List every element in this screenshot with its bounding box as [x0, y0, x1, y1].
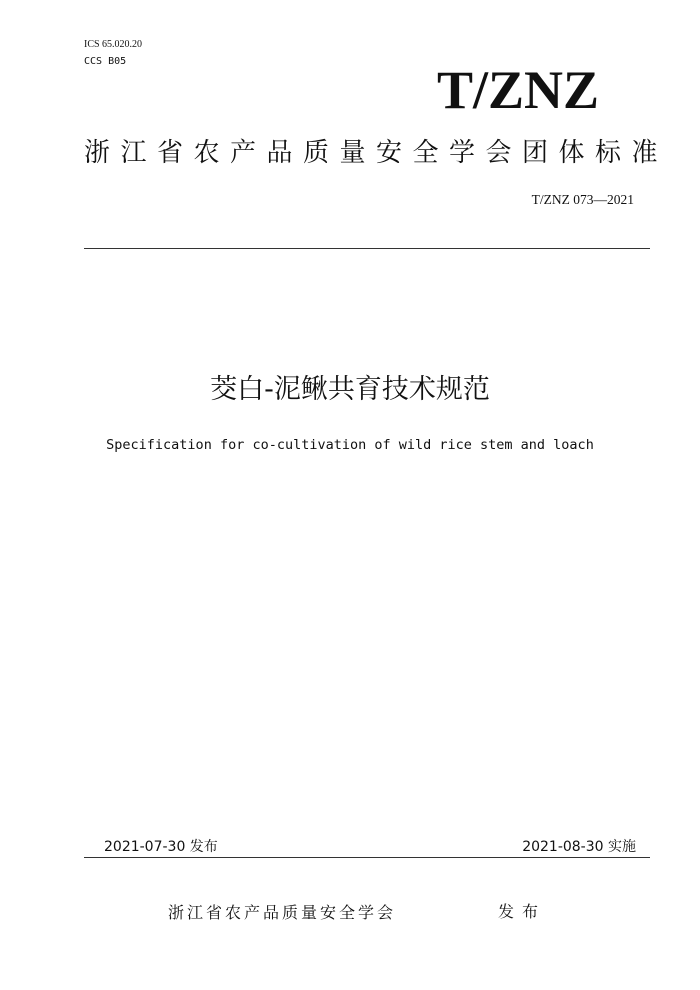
organization-standard-title: 浙江省农产品质量安全学会团体标准 [84, 138, 669, 168]
document-title-chinese: 茭白-泥鳅共育技术规范 [210, 374, 490, 405]
ics-code: ICS 65.020.20 [84, 39, 143, 50]
document-title-english: Specification for co-cultivation of wild rice stem and loach [106, 437, 594, 453]
ccs-code: CCS B05 [84, 56, 127, 67]
standard-number: T/ZNZ 073—2021 [531, 192, 634, 207]
issuing-organization: 浙江省农产品质量安全学会 [168, 903, 397, 922]
top-divider [84, 248, 650, 249]
implementation-date: 2021-08-30 实施 [522, 839, 636, 855]
issue-label: 发布 [498, 902, 547, 921]
standard-mark: T/ZNZ [436, 60, 600, 120]
bottom-divider [84, 857, 650, 858]
publish-date: 2021-07-30 发布 [104, 839, 218, 855]
